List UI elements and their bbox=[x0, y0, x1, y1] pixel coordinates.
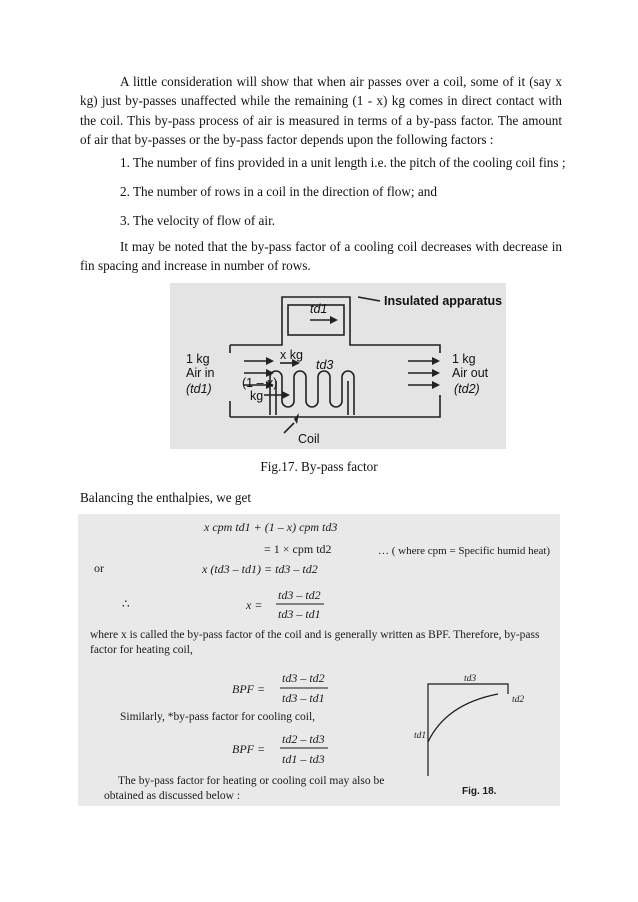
x-equals: x = bbox=[246, 598, 263, 612]
td3-label: td3 bbox=[316, 358, 334, 372]
factor-item-1: 1. The number of fins provided in a unit length i.e. the pitch of the cooling coil fins ; bbox=[120, 155, 566, 170]
td1-label: td1 bbox=[310, 302, 328, 316]
equation-3: x (td3 – td1) = td3 – td2 bbox=[202, 562, 318, 576]
derivation-scan bbox=[78, 514, 560, 806]
last-text-line-1: The by-pass factor for heating or cooling coil may also be bbox=[118, 775, 385, 787]
left-air-label: Air in bbox=[186, 366, 215, 380]
where-text-line-1: where x is called the by-pass factor of the coil and is generally written as BPF. Therefore, by-pass bbox=[90, 629, 540, 641]
fig18-td3-label: td3 bbox=[464, 674, 477, 684]
bpf-heating-label: BPF = bbox=[232, 682, 266, 696]
bpf-cooling-numerator: td2 – td3 bbox=[282, 732, 325, 746]
similarly-text: Similarly, *by-pass factor for cooling coil, bbox=[120, 711, 316, 723]
left-mass-label: 1 kg bbox=[186, 352, 210, 366]
bpf-cooling-label: BPF = bbox=[232, 742, 266, 756]
where-text-line-2: factor for heating coil, bbox=[90, 644, 193, 656]
therefore-symbol: ∴ bbox=[122, 597, 130, 611]
fig18-caption: Fig. 18. bbox=[462, 786, 497, 797]
bypass-factor-figure bbox=[170, 283, 506, 449]
bpf-heating-numerator: td3 – td2 bbox=[282, 671, 325, 685]
bypass-diagram bbox=[170, 283, 506, 449]
insulated-label: Insulated apparatus bbox=[384, 294, 503, 308]
fig18-td1-label: td1 bbox=[414, 731, 427, 741]
equation-2-note: … ( where cpm = Specific humid heat) bbox=[378, 545, 551, 557]
figure-17-caption: Fig.17. By-pass factor bbox=[260, 459, 378, 474]
equation-1: x cpm td1 + (1 – x) cpm td3 bbox=[204, 520, 338, 534]
factor-item-3: 3. The velocity of flow of air. bbox=[120, 213, 276, 228]
right-mass-label: 1 kg bbox=[452, 352, 476, 366]
coil-label: Coil bbox=[298, 432, 320, 446]
left-temp-label: (td1) bbox=[186, 382, 212, 396]
balancing-text: Balancing the enthalpies, we get bbox=[80, 490, 252, 505]
derivation-svg bbox=[78, 514, 560, 806]
x-denominator: td3 – td1 bbox=[278, 607, 321, 621]
right-air-label: Air out bbox=[452, 366, 489, 380]
intro-paragraph: A little consideration will show that when air passes over a coil, some of it (say x kg) just by-passes unaffected while the remaining (1 - x) kg comes in direct contact with the coil. This by-pass process of air is measured in terms of a by-pass factor. The amount of air that by-passes or the by-pass factor depends upon the following factors : bbox=[80, 74, 562, 148]
or-label: or bbox=[94, 561, 104, 575]
xkg-label: x kg bbox=[280, 348, 303, 362]
note-paragraph: It may be noted that the by-pass factor of a cooling coil decreases with decrease in fin spacing and increase in number of rows. bbox=[80, 239, 562, 274]
bpf-cooling-denominator: td1 – td3 bbox=[282, 752, 325, 766]
fig18-graph bbox=[428, 684, 508, 776]
last-text-line-2: obtained as discussed below : bbox=[104, 790, 241, 802]
x-numerator: td3 – td2 bbox=[278, 588, 321, 602]
one-minus-x-kg-label: kg bbox=[250, 389, 264, 403]
bpf-heating-denominator: td3 – td1 bbox=[282, 691, 325, 705]
one-minus-x-label: (1 – x) bbox=[242, 376, 278, 390]
factor-item-2: 2. The number of rows in a coil in the direction of flow; and bbox=[120, 184, 437, 199]
right-temp-label: (td2) bbox=[454, 382, 480, 396]
fig18-td2-label: td2 bbox=[512, 695, 525, 705]
equation-2: = 1 × cpm td2 bbox=[264, 542, 332, 556]
